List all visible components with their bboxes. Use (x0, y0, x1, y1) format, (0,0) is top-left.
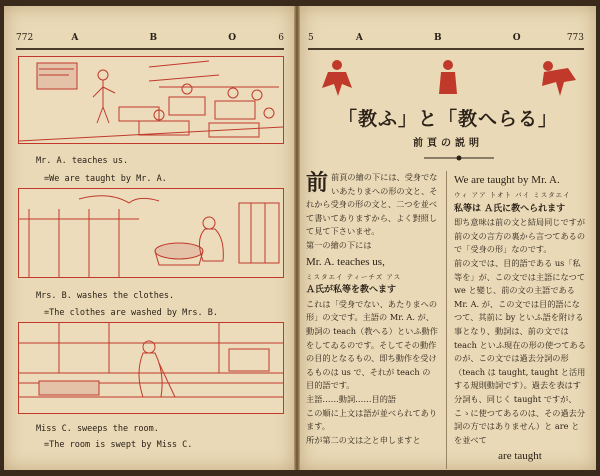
column-divider (446, 171, 447, 469)
right-col-paragraph-2: 前の文では、目的語である us「私等を」が、この文では主語になつて we と變じ、前の文の主語である Mr. A. が、この文では目的語になつて、其前に by といふ語を附ける事となり、動詞は、前の文では teach といふ現在の形の使つてあるのが、この文では過去分詞の形（teach は taught, taught と活用する規則動詞です）。過去を表はす分詞も、同じく taught ですが、こゝに使つてあるのは、その過去分詞の方ではありません）と are とを並べて (454, 257, 588, 445)
sweeping-illustration (18, 322, 284, 414)
classroom-illustration (18, 56, 284, 144)
sweeping-drawing (19, 323, 283, 413)
panel-2-sentence: Mrs. B. washes the clothes. (36, 291, 175, 301)
classroom-drawing (19, 57, 283, 143)
right-header-rule (308, 48, 584, 50)
page-title: 「教ふ」と「教へらる」 (337, 108, 558, 130)
passive-example: We are taught by Mr. A. (454, 174, 560, 186)
example-sentence: Mr. A. teaches us, (306, 255, 385, 268)
panel-3-sentence: Miss C. sweeps the room. (36, 424, 159, 434)
standing-figure-icon (425, 58, 471, 98)
left-col-paragraph-2: これは「受身でない、あたりまへの形」の文です。主語の Mr. A. が、動詞の teach（教へる）といふ動作をしてゐるのです。そしてその動作の目的となるもの、即ち動作を受けるものは us で、それが teach の目的語です。 (306, 298, 438, 391)
left-col-label: 第一の繪の下には (306, 239, 372, 250)
right-col-paragraph-1: 即ち意味は前の文と結局同じですが前の文の言方の裏から言つてあるので「受身の形」なのです。 (454, 217, 586, 255)
panel-1-passive: =We are taught by Mr. A. (44, 174, 167, 184)
ornament-divider-icon (424, 154, 494, 162)
passive-translation: 私等は Ａ氏に教へられます (454, 203, 566, 214)
left-page-header (16, 30, 284, 46)
right-header-title: A B O (355, 33, 555, 43)
dancing-figure-icon (314, 58, 360, 98)
panel-1-sentence: Mr. A. teaches us. (36, 156, 129, 166)
example-translation: Ａ氏が私等を教へます (306, 285, 397, 296)
rearing-horse-icon (534, 58, 580, 98)
passive-reading: ウィ アア トオト バイ ミスタエイ (454, 191, 571, 199)
left-col-paragraph-1: 前前頁の繪の下には、受身でないあたりまへの形の文と、それから受身の形の文と、二つを並べて書いてありますから、よく對照して見て下さいませ。 (306, 170, 438, 237)
right-page-number: 773 (566, 33, 584, 43)
right-header-mark: 5 (308, 33, 314, 43)
left-page-number: 772 (16, 33, 34, 43)
left-header-title: A B O (71, 33, 271, 43)
washing-illustration (18, 188, 284, 278)
drop-cap: 前 (306, 170, 329, 196)
panel-3-passive: =The room is swept by Miss C. (44, 440, 193, 450)
left-col-paragraph-3: この順に上文は語が並べられてあります。 (306, 407, 438, 432)
page-subtitle: 前頁の説明 (413, 138, 483, 149)
are-taught-line: are taught (498, 450, 542, 463)
left-page (4, 6, 294, 470)
word-order-line: 主語……動詞……目的語 (306, 393, 397, 404)
left-text-column (306, 171, 438, 447)
washing-drawing (19, 189, 283, 277)
figure-decorations (300, 58, 596, 98)
example-reading: ミスタエイ ティーチズ アス (306, 272, 402, 281)
left-header-mark: 6 (278, 33, 284, 43)
right-page (300, 6, 596, 470)
right-page-header (308, 30, 584, 46)
panel-2-passive: =The clothes are washed by Mrs. B. (44, 308, 218, 318)
right-text-column (454, 171, 586, 465)
left-header-rule (16, 48, 284, 50)
left-col-paragraph-4: 所が第二の文は之と申しますと (306, 434, 421, 445)
